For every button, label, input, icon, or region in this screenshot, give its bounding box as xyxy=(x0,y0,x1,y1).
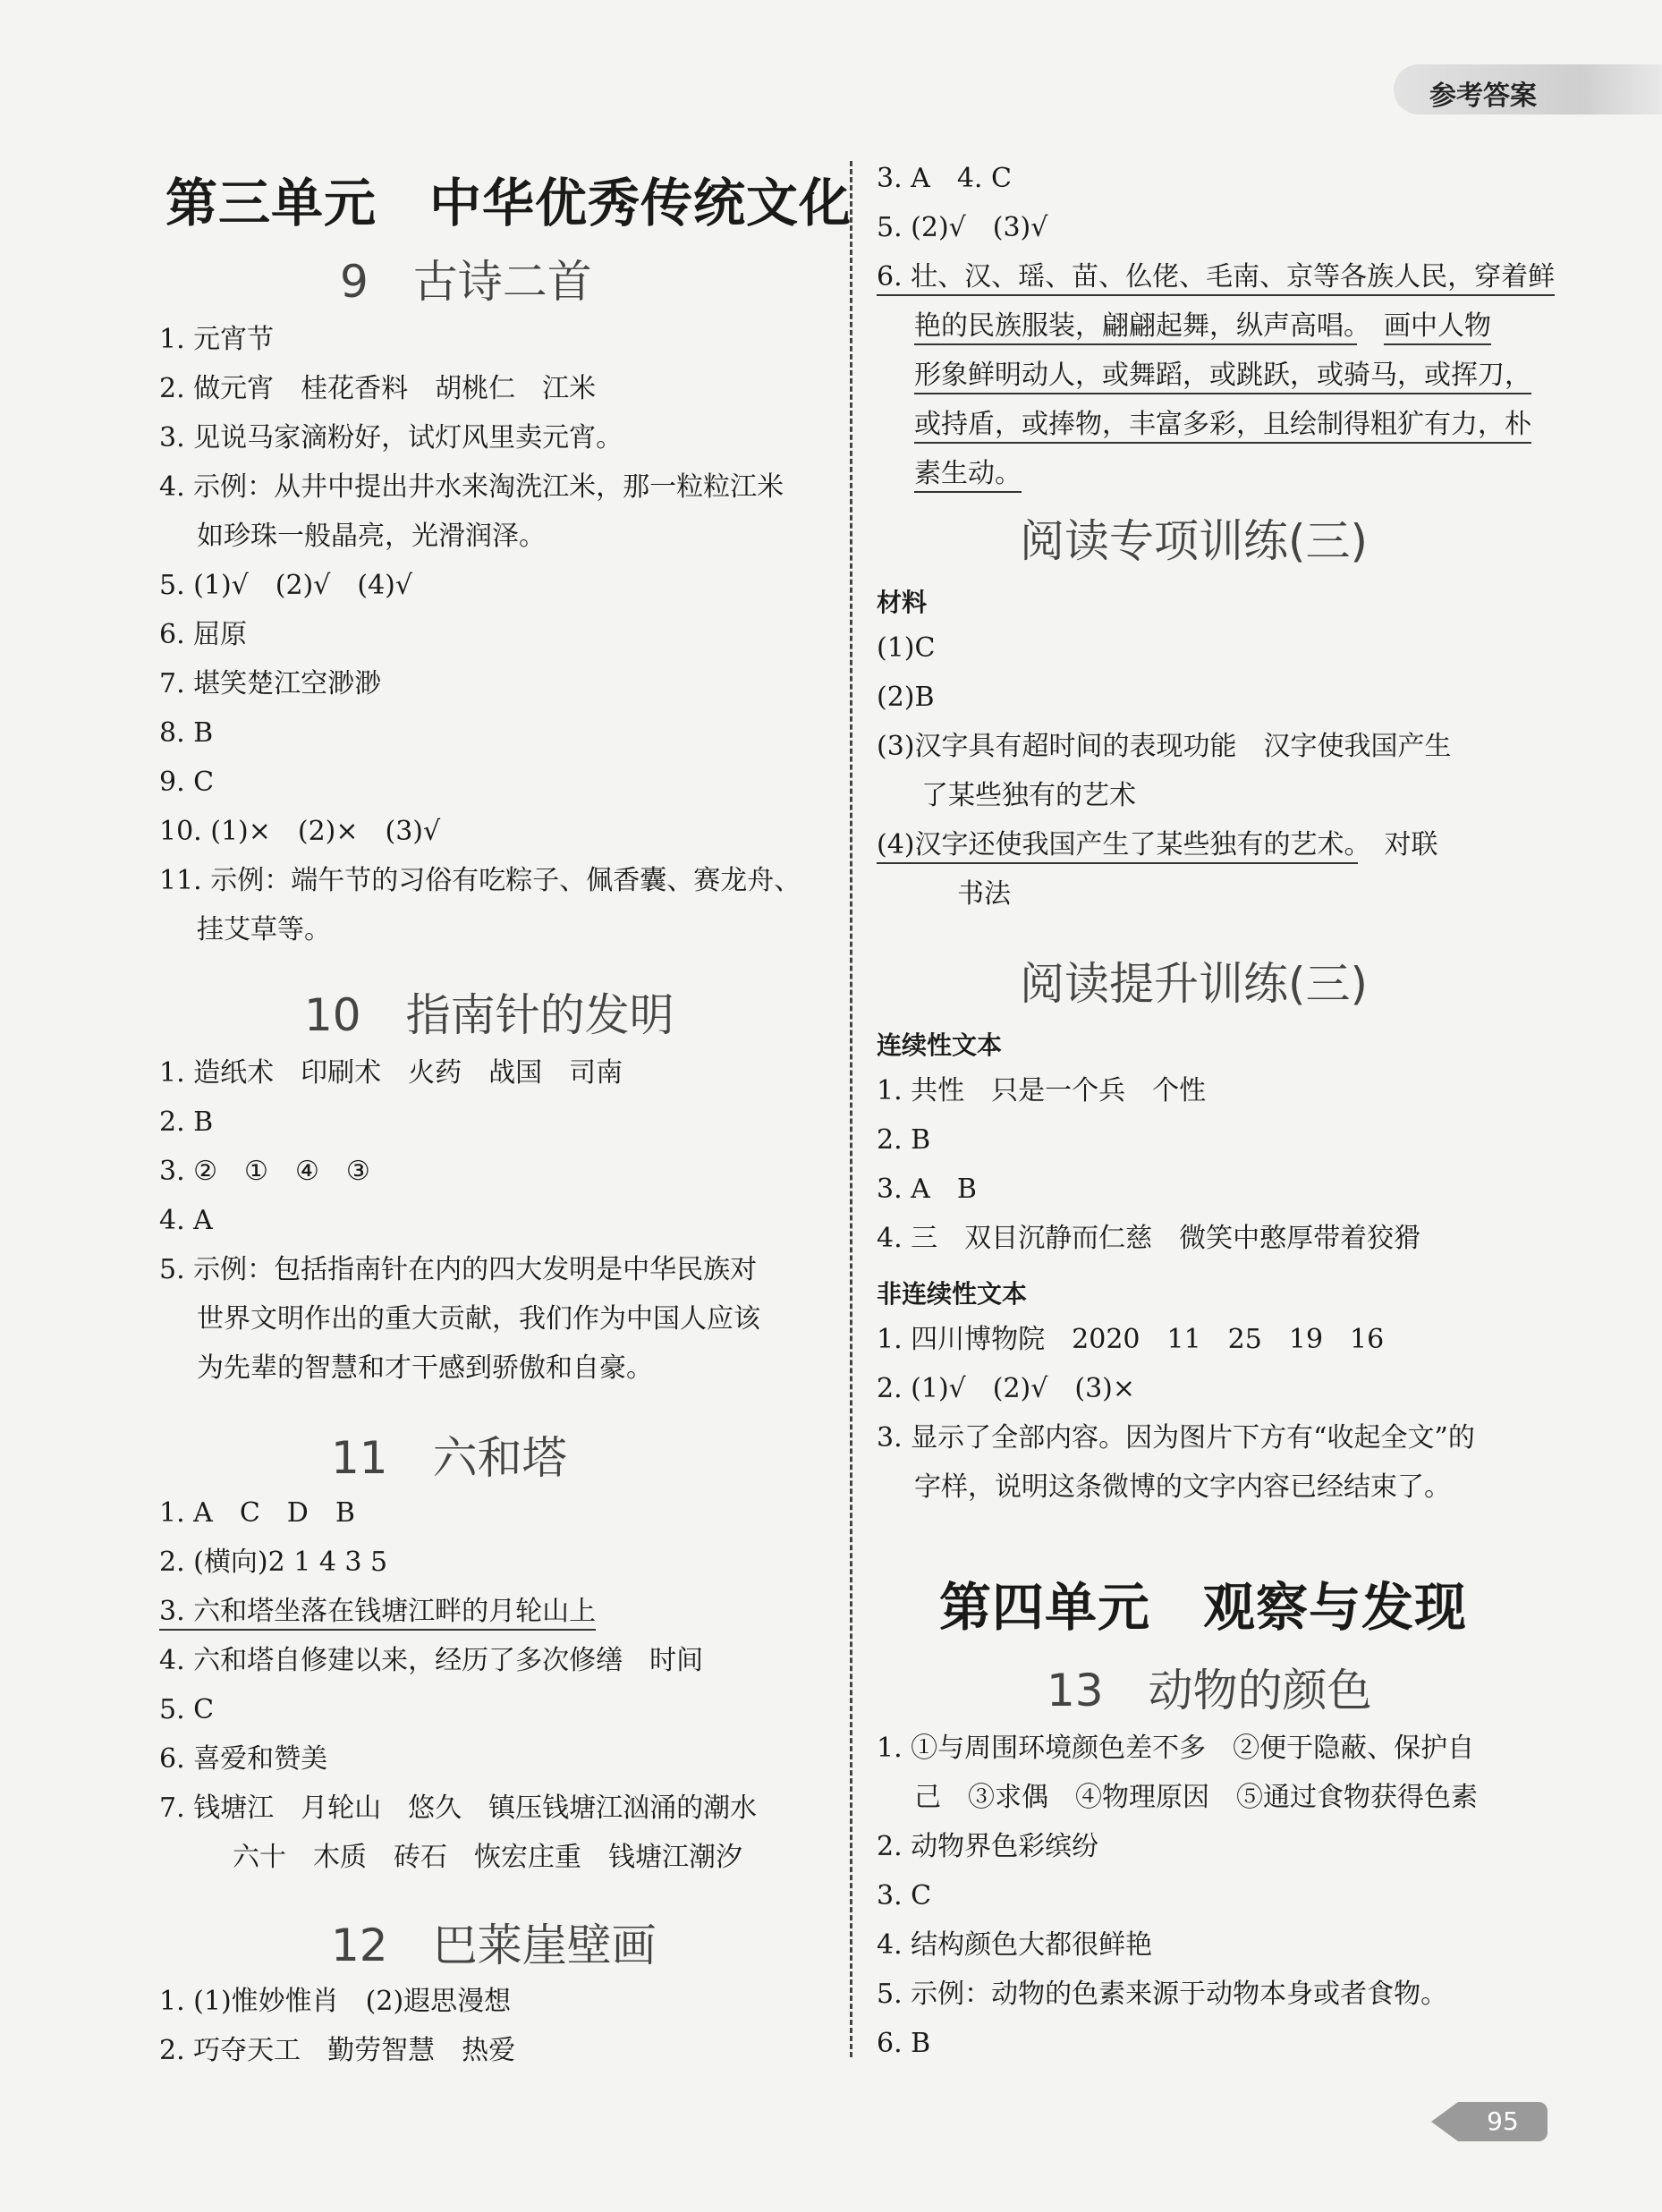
l9-8: 8. B xyxy=(159,717,214,749)
l11-4: 4. 六和塔自修建以来，经历了多次修缮 时间 xyxy=(159,1645,704,1676)
l13-6: 6. B xyxy=(877,2028,931,2059)
r2b-2: 2. (1)√ (2)√ (3)× xyxy=(877,1373,1136,1404)
l11-6: 6. 喜爱和赞美 xyxy=(159,1743,328,1775)
l13-4: 4. 结构颜色大都很鲜艳 xyxy=(877,1929,1153,1961)
l10-5b: 世界文明作出的重大贡献，我们作为中国人应该 xyxy=(197,1303,760,1335)
l9-2: 2. 做元宵 桂花香料 胡桃仁 江米 xyxy=(159,373,597,404)
l9-3: 3. 见说马家滴粉好，试灯风里卖元宵。 xyxy=(159,422,623,453)
l11-3 xyxy=(159,1594,596,1630)
l10-5c: 为先辈的智慧和才干感到骄傲和自豪。 xyxy=(197,1352,653,1384)
lesson9-title: 9 古诗二首 xyxy=(340,256,592,308)
l9-7: 7. 堪笑楚江空渺渺 xyxy=(159,668,382,699)
r1-4c: 书法 xyxy=(957,878,1011,910)
r2a-3: 3. A B xyxy=(877,1174,977,1205)
r2b-3b: 字样，说明这条微博的文字内容已经结束了。 xyxy=(914,1471,1451,1503)
r1-4-b: 对联 xyxy=(1384,829,1438,860)
unit4-title: 第四单元 观察与发现 xyxy=(939,1577,1468,1638)
l12-5: 5. (2)√ (3)√ xyxy=(877,212,1048,243)
r2a-1: 1. 共性 只是一个兵 个性 xyxy=(877,1075,1207,1106)
l9-10: 10. (1)× (2)× (3)√ xyxy=(159,816,441,847)
reading-up3-title: 阅读提升训练(三) xyxy=(1020,958,1369,1010)
l13-1b: 己 ③求偶 ④物理原因 ⑤通过食物获得色素 xyxy=(914,1782,1478,1813)
lesson12-title: 12 巴莱崖壁画 xyxy=(331,1920,657,1971)
l9-9: 9. C xyxy=(159,767,215,798)
l12-6b xyxy=(914,309,1491,344)
continuous-label: 连续性文本 xyxy=(877,1030,1003,1060)
l11-7: 7. 钱塘江 月轮山 悠久 镇压钱塘江汹涌的潮水 xyxy=(159,1792,758,1824)
l12-6-e: 或持盾，或捧物，丰富多彩，且绘制得粗犷有力，朴 xyxy=(914,409,1531,444)
l13-3: 3. C xyxy=(877,1880,932,1911)
l12-2: 2. 巧夺天工 勤劳智慧 热爱 xyxy=(159,2035,516,2066)
r2b-1: 1. 四川博物院 2020 11 25 19 16 xyxy=(877,1324,1385,1355)
reading3-title: 阅读专项训练(三) xyxy=(1020,515,1369,567)
material-label: 材料 xyxy=(877,588,928,617)
l10-2: 2. B xyxy=(159,1106,214,1138)
l12-6d xyxy=(914,358,1531,394)
r1-2: (2)B xyxy=(877,682,935,713)
l12-6-d: 形象鲜明动人，或舞蹈，或跳跃，或骑马，或挥刀， xyxy=(914,360,1531,394)
page-number: 95 xyxy=(1458,2102,1548,2141)
l9-11: 11. 示例：端午节的习俗有吃粽子、佩香囊、赛龙舟、 xyxy=(159,865,801,896)
l12-6e xyxy=(914,407,1531,443)
r2a-2: 2. B xyxy=(877,1124,931,1156)
l10-5: 5. 示例：包括指南针在内的四大发明是中华民族对 xyxy=(159,1254,758,1285)
l10-3: 3. ② ① ④ ③ xyxy=(159,1156,370,1187)
r1-4 xyxy=(877,827,1438,863)
l13-1: 1. ①与周围环境颜色差不多 ②便于隐蔽、保护自 xyxy=(877,1733,1475,1764)
r2a-4: 4. 三 双目沉静而仁慈 微笑中憨厚带着狡猾 xyxy=(877,1223,1421,1254)
l9-11b: 挂艾草等。 xyxy=(197,914,331,945)
l12-6f xyxy=(914,456,1022,492)
r2b-3: 3. 显示了全部内容。因为图片下方有“收起全文”的 xyxy=(877,1422,1475,1453)
l12-6-b: 艳的民族服装，翩翩起舞，纵声高唱。 xyxy=(914,310,1357,345)
l12-6-f: 素生动。 xyxy=(914,458,1022,493)
l13-5: 5. 示例：动物的色素来源于动物本身或者食物。 xyxy=(877,1979,1448,2010)
r1-4-text: (4)汉字还使我国产生了某些独有的艺术。 xyxy=(877,829,1358,864)
lesson10-title: 10 指南针的发明 xyxy=(304,989,674,1041)
l11-5: 5. C xyxy=(159,1694,215,1725)
l9-6: 6. 屈原 xyxy=(159,619,248,650)
r1-1: (1)C xyxy=(877,632,936,664)
l9-4b: 如珍珠一般晶亮，光滑润泽。 xyxy=(197,521,546,552)
lesson11-title: 11 六和塔 xyxy=(331,1432,567,1484)
l12-1: 1. (1)惟妙惟肖 (2)遐思漫想 xyxy=(159,1986,512,2017)
l10-4: 4. A xyxy=(159,1205,213,1236)
l10-1: 1. 造纸术 印刷术 火药 战国 司南 xyxy=(159,1057,623,1089)
l11-7b: 六十 木质 砖石 恢宏庄重 钱塘江潮汐 xyxy=(233,1842,742,1873)
r1-3: (3)汉字具有超时间的表现功能 汉字使我国产生 xyxy=(877,731,1452,762)
l11-3-text: 3. 六和塔坐落在钱塘江畔的月轮山上 xyxy=(159,1596,596,1631)
answer-tab xyxy=(1394,64,1662,114)
l9-1: 1. 元宵节 xyxy=(159,324,275,355)
l12-6 xyxy=(877,259,1555,295)
tab-label: 参考答案 xyxy=(1429,81,1537,112)
r1-3b: 了某些独有的艺术 xyxy=(921,780,1136,811)
l13-2: 2. 动物界色彩缤纷 xyxy=(877,1831,1099,1862)
l9-5: 5. (1)√ (2)√ (4)√ xyxy=(159,570,412,601)
l11-1: 1. A C D B xyxy=(159,1497,355,1529)
column-divider xyxy=(850,161,852,2057)
l12-6-a: 6. 壮、汉、瑶、苗、仫佬、毛南、京等各族人民，穿着鲜 xyxy=(877,261,1555,296)
lesson13-title: 13 动物的颜色 xyxy=(1047,1665,1372,1716)
noncontinuous-label: 非连续性文本 xyxy=(877,1279,1028,1309)
l12-6-c: 画中人物 xyxy=(1384,310,1491,345)
l12-3: 3. A 4. C xyxy=(877,163,1012,194)
l11-2: 2. (横向)2 1 4 3 5 xyxy=(159,1547,388,1578)
l9-4: 4. 示例：从井中提出井水来淘洗江米，那一粒粒江米 xyxy=(159,471,784,503)
unit3-title: 第三单元 中华优秀传统文化 xyxy=(165,173,852,233)
